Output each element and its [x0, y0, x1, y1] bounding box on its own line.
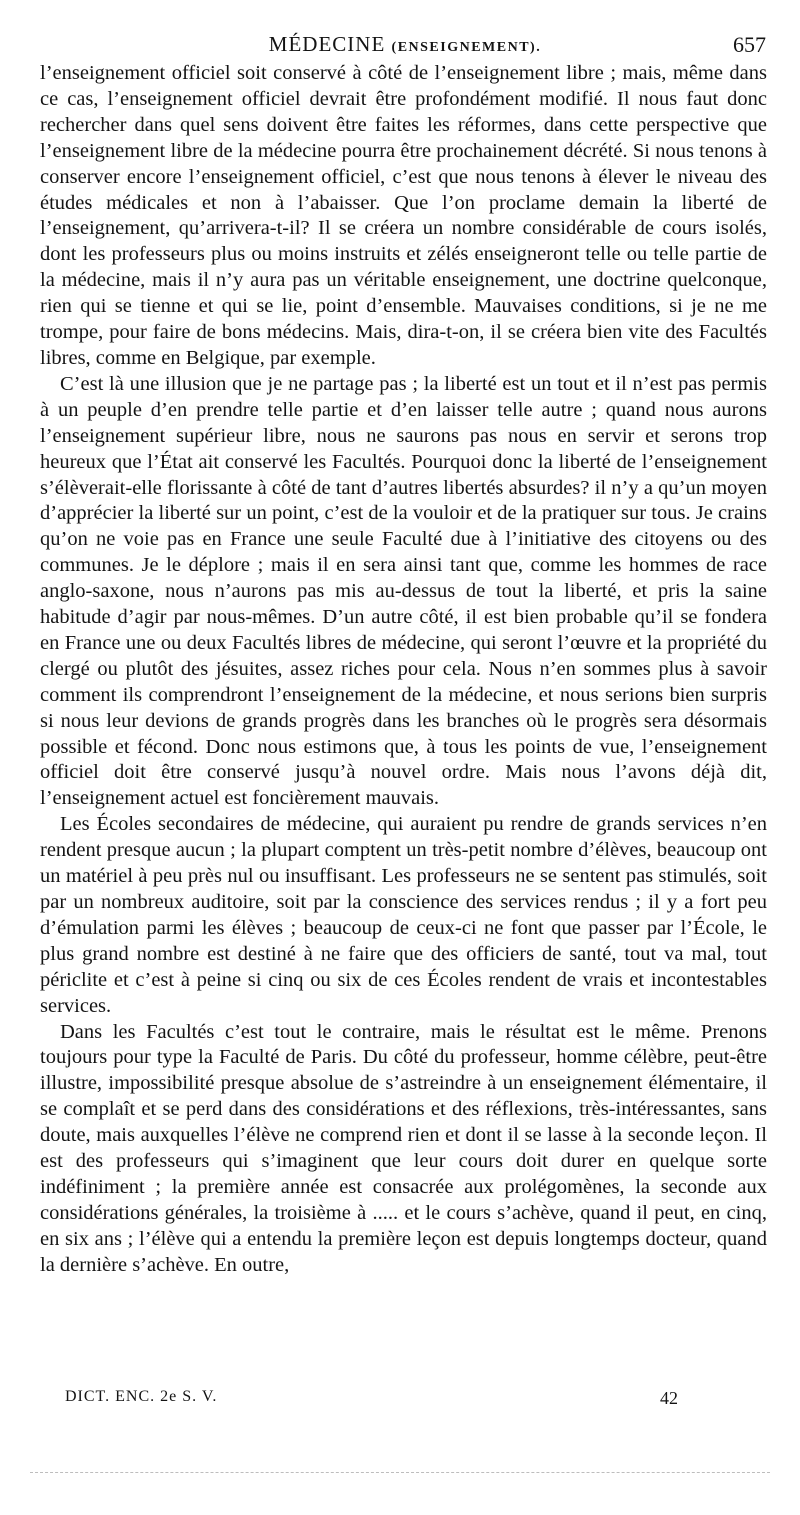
page-footer [40, 1388, 770, 1416]
paragraph-1: l’enseignement officiel soit conservé à côté de l’enseignement libre ; mais, même dans ce cas, l’enseignement officiel devrait être profondément modifié. Il nous faut donc rechercher dans quel sens doivent être faites les réformes, dans cette perspective que l’enseignement libre de la médecine pourra être prochainement décrété. Si nous tenons à conserver encore l’enseignement officiel, c’est que nous tenons à élever le niveau des études médicales et non à l’abaisser. Que l’on proclame demain la liberté de l’enseignement, qu’arrivera-t-il? Il se créera un nombre considérable de cours isolés, dont les professeurs plus ou moins instruits et zélés enseigneront telle ou telle partie de la médecine, mais il n’y aura pas un véritable enseignement, une doctrine quelconque, rien qui se tienne et qui se lie, point d’ensemble. Mauvaises conditions, si je ne me trompe, pour faire de bons médecins. Mais, dira-t-on, il se créera bien vite des Facultés libres, comme en Belgique, par exemple. [40, 62, 767, 369]
paragraph-2: C’est là une illusion que je ne partage pas ; la liberté est un tout et il n’est pas permis à un peuple d’en prendre telle partie et d’en laisser telle autre ; quand nous aurons l’enseignement supérieur libre, nous ne saurons pas nous en servir et serons trop heureux que l’État ait conservé les Facultés. Pourquoi donc la liberté de l’enseignement s’élèverait-elle florissante à côté de tant d’autres libertés absurdes? il n’y a qu’un moyen d’apprécier la liberté sur un point, c’est de la vouloir et de la pratiquer sur tous. Je crains qu’on ne voie pas en France une seule Faculté due à l’initiative des citoyens ou des communes. Je le déplore ; mais il en sera ainsi tant que, comme les hommes de race anglo-saxone, nous n’aurons pas mis au-dessus de tout la liberté, et pris la saine habitude d’agir par nous-mêmes. D’un autre côté, il est bien probable qu’il se fondera en France une ou deux Facultés libres de médecine, qui seront l’œuvre et la propriété du clergé ou plutôt des jésuites, assez riches pour cela. Nous n’en sommes plus à savoir comment ils comprendront l’enseignement de la médecine, et nous serions bien surpris si nous leur devions de grands progrès dans les branches où le progrès sera désormais possible et fécond. Donc nous estimons que, à tous les points de vue, l’enseignement officiel doit être conservé jusqu’à nouvel ordre. Mais nous l’avons déjà dit, l’enseignement actuel est foncièrement mauvais. [40, 372, 767, 810]
signature-number: 42 [660, 1388, 678, 1408]
page-number: 657 [733, 32, 766, 57]
printer-signature: DICT. ENC. 2e S. V. [65, 1388, 218, 1405]
paragraph-3: Les Écoles secondaires de médecine, qui auraient pu rendre de grands services n’en rendent presque aucun ; la plupart comptent un très-petit nombre d’élèves, beaucoup ont un matériel à peu près nul ou insuffisant. Les professeurs ne se sentent pas stimulés, soit par un nombreux auditoire, soit par la conscience des services rendus ; il y a fort peu d’émulation parmi les élèves ; beaucoup de ceux-ci ne font que passer par l’École, le plus grand nombre est destiné à ne faire que des officiers de santé, tout va mal, tout périclite et c’est à peine si cinq ou six de ces Écoles rendent de vrais et incontestables services. [40, 813, 767, 1017]
header-title: MÉDECINE [268, 32, 386, 56]
body-text [40, 61, 767, 1279]
bottom-edge-marks [30, 1472, 770, 1473]
header-subtitle: (ENSEIGNEMENT). [391, 40, 542, 55]
paragraph-4: Dans les Facultés c’est tout le contraire, mais le résultat est le même. Prenons toujours pour type la Faculté de Paris. Du côté du professeur, homme célèbre, peut-être illustre, impossibilité presque absolue de s’astreindre à un enseignement élémentaire, il se complaît et se perd dans des considérations et des réflexions, très-intéressantes, sans doute, mais auxquelles l’élève ne comprend rien et dont il se lasse à la seconde leçon. Il est des professeurs qui s’imaginent que leur cours doit durer en quelque sorte indéfiniment ; la première année est consacrée aux prolégomènes, la seconde aux considérations générales, la troisième à ..... et le cours s’achève, quand il peut, en cinq, en six ans ; l’élève qui a entendu la première leçon est depuis longtemps docteur, quand la dernière s’achève. En outre, [40, 1020, 767, 1276]
running-title [40, 32, 770, 57]
